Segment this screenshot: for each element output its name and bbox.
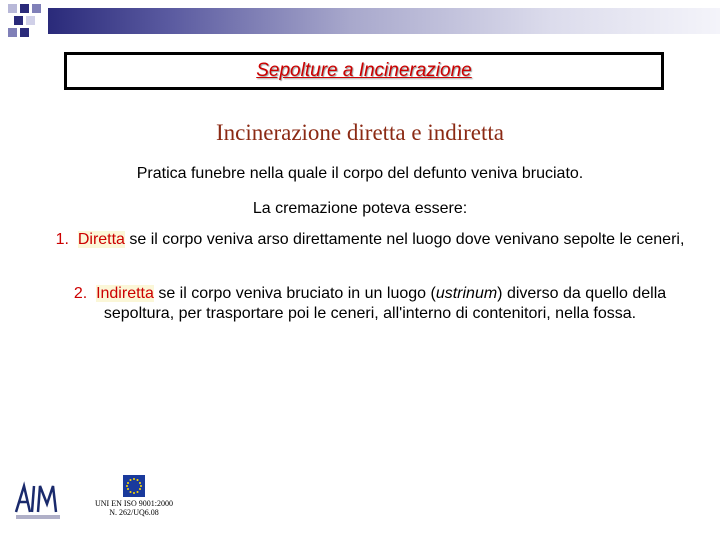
- certification-block: [90, 475, 178, 525]
- decor-square: [20, 4, 29, 13]
- slide-title-box: [64, 52, 664, 90]
- list-text: ) diverso da quello della sepoltura, per trasportare poi le ceneri, all'interno di contenitori, nella fossa.: [103, 285, 667, 322]
- decor-square: [8, 28, 17, 37]
- slide-subtitle: Incinerazione diretta e indiretta: [216, 120, 504, 145]
- list-text: se il corpo veniva arso direttamente nel luogo dove venivano sepolte le ceneri,: [124, 231, 685, 248]
- list-text: se il corpo veniva bruciato in un luogo (: [153, 285, 436, 302]
- cert-line-2: N. 262/UQ6.08: [109, 508, 159, 517]
- decor-square: [8, 4, 17, 13]
- list-keyword: Diretta: [77, 231, 125, 248]
- list-number: 1.: [55, 231, 69, 248]
- decor-square: [14, 16, 23, 25]
- header-gradient-bar: [48, 8, 720, 34]
- cert-line-1: UNI EN ISO 9001:2000: [95, 499, 173, 508]
- decor-square: [32, 4, 41, 13]
- list-term: ustrinum: [435, 285, 498, 302]
- lead-text: La cremazione poteva essere:: [252, 200, 468, 217]
- aim-logo: [12, 478, 64, 522]
- intro-text: Pratica funebre nella quale il corpo del defunto veniva bruciato.: [136, 165, 584, 182]
- slide-title: Sepolture a Incinerazione: [256, 60, 472, 81]
- list-item: [40, 230, 700, 250]
- list-keyword: Indiretta: [96, 285, 154, 302]
- decor-square: [26, 16, 35, 25]
- decor-square: [20, 28, 29, 37]
- list-item: [40, 284, 700, 324]
- list-number: 2.: [73, 285, 88, 302]
- eu-flag-icon: [123, 475, 145, 497]
- header-decoration: [0, 0, 720, 44]
